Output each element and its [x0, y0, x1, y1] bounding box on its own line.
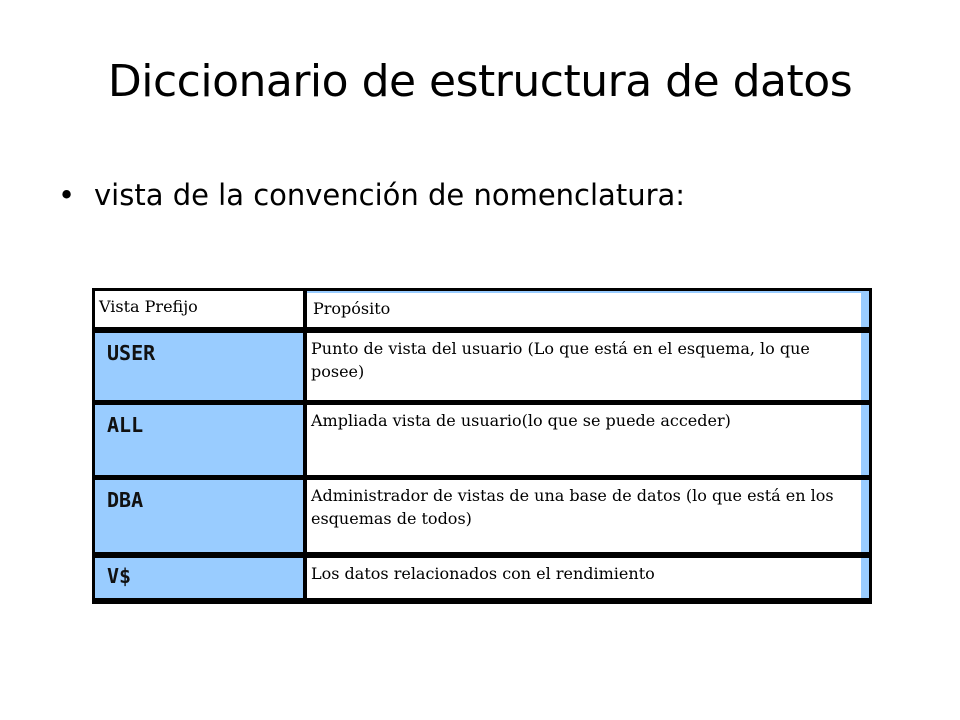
- bullet-text: vista de la convención de nomenclatura:: [94, 178, 686, 212]
- table-row: [95, 480, 869, 552]
- naming-convention-table: [92, 288, 872, 604]
- slide-title: Diccionario de estructura de datos: [107, 56, 853, 107]
- bullet-marker: •: [58, 178, 76, 212]
- purpose-text: Administrador de vistas de una base de datos (lo que está en los esquemas de todos): [311, 486, 834, 528]
- header-purpose-label: Propósito: [313, 299, 391, 318]
- header-prefix-label: Vista Prefijo: [99, 297, 198, 316]
- purpose-cell: [307, 558, 869, 598]
- table-row: [95, 333, 869, 400]
- purpose-text: Punto de vista del usuario (Lo que está en el esquema, lo que posee): [311, 339, 810, 381]
- prefix-code: USER: [107, 341, 156, 365]
- prefix-cell: [95, 405, 303, 475]
- purpose-text: Ampliada vista de usuario(lo que se puede acceder): [311, 411, 731, 430]
- table-row: [95, 405, 869, 475]
- table-header-row: [95, 291, 869, 327]
- table-row: [95, 558, 869, 598]
- prefix-code: V$: [107, 564, 132, 588]
- header-cell-prefix: [95, 291, 303, 327]
- bullet-item: [58, 178, 685, 212]
- prefix-cell: [95, 480, 303, 552]
- purpose-cell: [307, 405, 869, 475]
- purpose-cell: [307, 480, 869, 552]
- prefix-cell: [95, 558, 303, 598]
- purpose-cell: [307, 333, 869, 400]
- header-cell-purpose: [307, 291, 869, 327]
- prefix-cell: [95, 333, 303, 400]
- prefix-code: ALL: [107, 413, 144, 437]
- purpose-text: Los datos relacionados con el rendimiento: [311, 564, 655, 583]
- prefix-code: DBA: [107, 488, 144, 512]
